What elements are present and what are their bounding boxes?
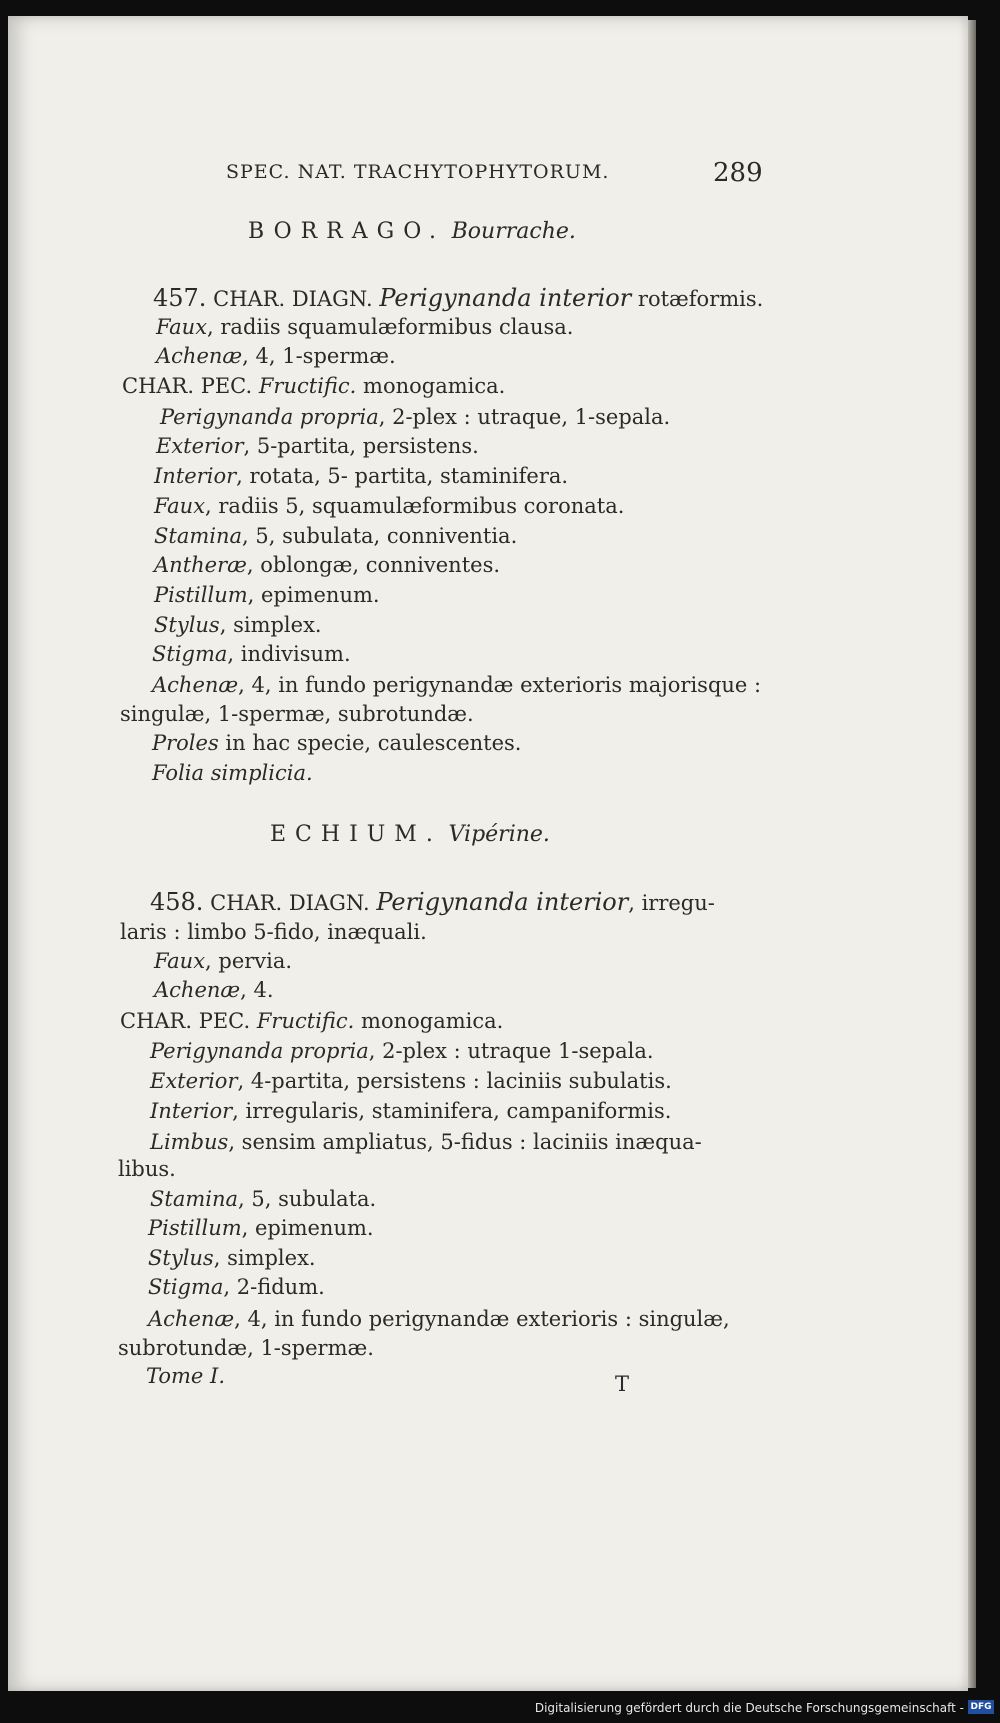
entry-457-line: Antheræ, oblongæ, conniventes. (154, 553, 501, 577)
entry-458-line: Limbus, sensim ampliatus, 5-fidus : laciniis inæqua- (150, 1130, 702, 1154)
page-number: 289 (713, 158, 763, 188)
signature-mark: T (615, 1372, 630, 1396)
entry-457-line: Proles in hac specie, caulescentes. (152, 731, 522, 755)
book-page (8, 16, 968, 1691)
entry-458-line: laris : limbo 5-fido, inæquali. (120, 920, 427, 944)
genus-heading-echium: ECHIUM. Vipérine. (270, 822, 550, 847)
genus-heading-borrago: BORRAGO. Bourrache. (248, 219, 576, 244)
entry-457-diagnosis: 457. CHAR. DIAGN. Perigynanda interior rotæformis. (153, 284, 764, 312)
entry-458-diagnosis: 458. CHAR. DIAGN. Perigynanda interior, irregu- (150, 888, 715, 916)
entry-457-line: singulæ, 1-spermæ, subrotundæ. (120, 702, 474, 726)
volume-footer: Tome I. (146, 1364, 226, 1388)
digitization-footer (0, 1693, 1000, 1723)
entry-457-line: Faux, radiis squamulæformibus clausa. (156, 315, 574, 339)
entry-457-line: Interior, rotata, 5- partita, staminifera. (154, 464, 569, 488)
entry-458-line: Interior, irregularis, staminifera, campaniformis. (150, 1099, 672, 1123)
entry-458-line: Faux, pervia. (154, 949, 293, 973)
entry-457-line: Faux, radiis 5, squamulæformibus coronata. (154, 494, 625, 518)
entry-457-line: Exterior, 5-partita, persistens. (156, 434, 479, 458)
entry-457-line: Perigynanda propria, 2-plex : utraque, 1-sepala. (160, 405, 671, 429)
entry-458-line: Stamina, 5, subulata. (150, 1187, 377, 1211)
entry-457-character: CHAR. PEC. Fructific. monogamica. (122, 374, 506, 398)
entry-458-line: Achenæ, 4, in fundo perigynandæ exterioris : singulæ, (148, 1307, 730, 1331)
entry-458-line: Perigynanda propria, 2-plex : utraque 1-sepala. (150, 1039, 654, 1063)
funding-note: Digitalisierung gefördert durch die Deutsche Forschungsgemeinschaft - (534, 1701, 964, 1715)
entry-458-line: libus. (118, 1157, 176, 1181)
entry-457-line: Stamina, 5, subulata, conniventia. (154, 524, 518, 548)
entry-457-line: Stylus, simplex. (154, 613, 322, 637)
entry-458-line: Pistillum, epimenum. (148, 1216, 374, 1240)
running-head: SPEC. NAT. TRACHYTOPHYTORUM. (226, 161, 610, 183)
entry-457-line: Folia simplicia. (152, 761, 313, 785)
page-edge (968, 20, 976, 1688)
entry-457-line: Achenæ, 4, 1-spermæ. (156, 344, 396, 368)
entry-458-line: Exterior, 4-partita, persistens : laciniis subulatis. (150, 1069, 672, 1093)
entry-458-character: CHAR. PEC. Fructific. monogamica. (120, 1009, 504, 1033)
entry-458-line: subrotundæ, 1-spermæ. (118, 1336, 374, 1360)
entry-458-line: Achenæ, 4. (154, 978, 274, 1002)
entry-457-line: Achenæ, 4, in fundo perigynandæ exterioris majorisque : (152, 673, 762, 697)
entry-458-line: Stylus, simplex. (148, 1246, 316, 1270)
entry-457-line: Pistillum, epimenum. (154, 583, 380, 607)
dfg-logo-icon: DFG (968, 1700, 994, 1714)
entry-458-line: Stigma, 2-fidum. (148, 1275, 325, 1299)
entry-457-line: Stigma, indivisum. (152, 642, 351, 666)
